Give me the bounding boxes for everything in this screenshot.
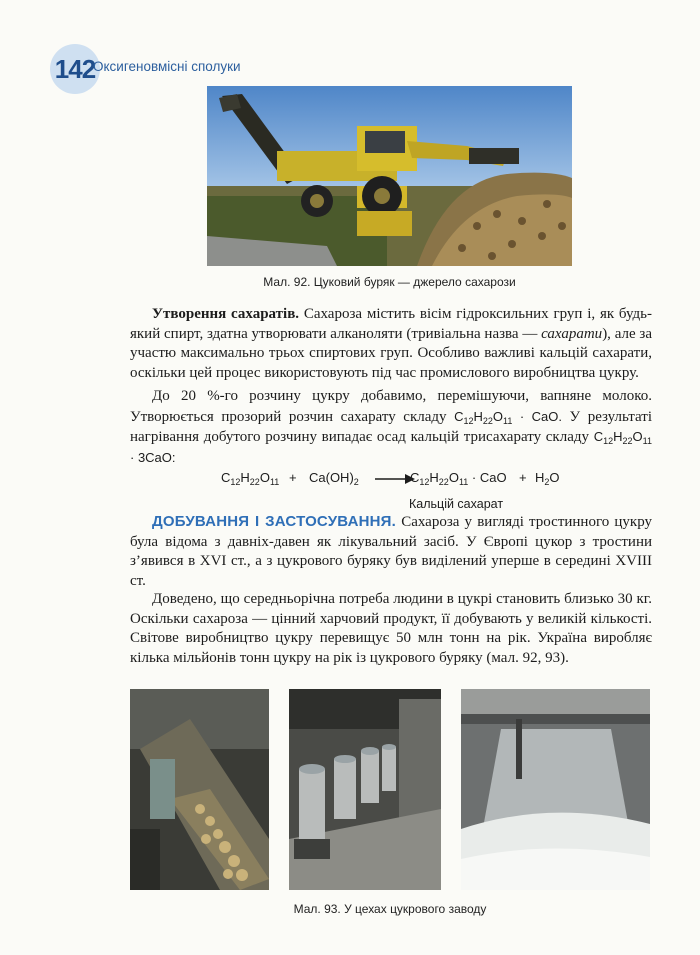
factory-conveyor-photo <box>130 689 269 890</box>
reactant-sucrose: $C_{12}H_{22}O_{11}$ <box>221 470 280 487</box>
paragraph-consumption: Доведено, що середньорічна потреба людини в цукрі становить близько 30 кг. Оскільки сахароза — цінний харчовий продукт, її добувають у великій кількості. Світове виробництво цукру перевищує 50 млн тонн на рік. Україна виробляє кілька мільйонів тонн цукру на рік із цукрового буряку (мал. 92, 93). <box>130 591 652 666</box>
product-calcium-saccharate: $C_{12}H_{22}O_{11}$ · CaO <box>410 470 507 487</box>
formula-monosaccharate: $C_{12}H_{22}O_{11}$ · CaO. <box>454 408 562 426</box>
beet-harvester-photo <box>207 86 572 266</box>
section-heading: ДОБУВАННЯ І ЗАСТОСУВАННЯ. <box>152 513 397 530</box>
figure-92-caption: Мал. 92. Цуковий буряк — джерело сахарози <box>263 275 516 289</box>
paragraph-saccharates: Утворення сахаратів. Сахароза містить вісім гідроксильних груп і, як будь-який спирт, здатна утворювати алканоляти (тривіальна назва — сахарати), але за участю максимально трьох спиртових груп. Особливо важливі кальцій сахарати, оскільки цей процес використовують під час промислового виробництва цукру. <box>130 306 652 381</box>
saccharates-lead: Утворення сахаратів. <box>152 306 300 322</box>
figure-93-caption: Мал. 93. У цехах цукрового заводу <box>293 902 487 916</box>
paragraph-production: ДОБУВАННЯ І ЗАСТОСУВАННЯ. Сахароза у вигляді тростинного цукру була відома з давніх-давен як лікувальний засіб. У Європі цукор з тростини з’явився в XVI ст., а з цукрового буряку був виділений уперше в середині XVIII ст. <box>130 513 652 589</box>
factory-pumps-photo <box>289 689 441 890</box>
page-number: 142 <box>50 44 100 94</box>
paragraph-calcium-saccharate: До 20 %-го розчину цукру добавимо, перемішуючи, вапняне молоко. Утворюється прозорий розчин сахарату складу $C_{12}H_{22}O_{11}$ · CaO. У результаті нагрівання добутого розчину випадає осад кальцій трисахарату складу $C_{12}H_{22}O_{11} \cdot 3CaO$: <box>130 388 652 465</box>
chemical-equation <box>221 470 581 490</box>
plus-sign: + <box>519 470 527 485</box>
formula-trisaccharate: $C_{12}H_{22}O_{11} \cdot 3CaO$: <box>130 429 652 465</box>
product-label: Кальцій сахарат <box>409 497 504 511</box>
product-water: $H_2O$ <box>535 470 560 487</box>
plus-sign: + <box>289 470 297 485</box>
factory-sugar-flow-photo <box>461 689 650 890</box>
italic-term: сахарати <box>541 325 603 342</box>
reactant-calcium-hydroxide: $Ca(OH)_2$ <box>309 470 359 487</box>
section-title: Оксигеновмісні сполуки <box>93 59 241 74</box>
